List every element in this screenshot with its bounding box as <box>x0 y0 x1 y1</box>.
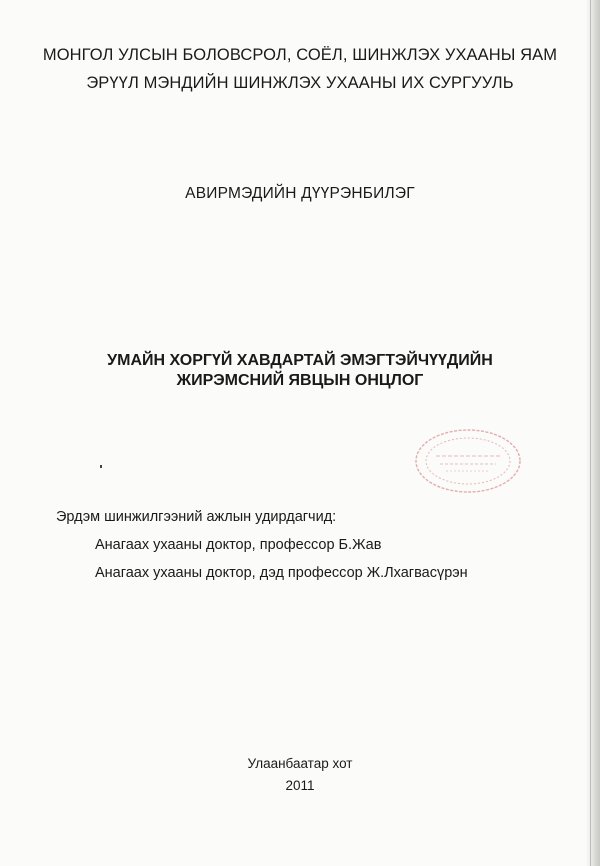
university-name: ЭРҮҮЛ МЭНДИЙН ШИНЖЛЭХ УХААНЫ ИХ СУРГУУЛЬ <box>86 74 514 92</box>
advisor-item: Анагаах ухааны доктор, профессор Б.Жав <box>95 537 382 553</box>
author-name: АВИРМЭДИЙН ДҮҮРЭНБИЛЭГ <box>185 185 415 202</box>
ministry-name: МОНГОЛ УЛСЫН БОЛОВСРОЛ, СОЁЛ, ШИНЖЛЭХ УХААНЫ ЯАМ <box>42 46 558 64</box>
scan-speck <box>100 465 102 468</box>
thesis-title-line-2: ЖИРЭМСНИЙ ЯВЦЫН ОНЦЛОГ <box>176 372 424 389</box>
scan-edge <box>586 0 600 866</box>
thesis-title-line-1: УМАЙН ХОРГҮЙ ХАВДАРТАЙ ЭМЭГТЭЙЧҮҮДИЙН <box>107 352 493 369</box>
publication-year: 2011 <box>285 778 315 793</box>
scan-edge-line <box>590 0 591 866</box>
city-name: Улаанбаатар хот <box>247 756 353 771</box>
library-stamp-icon <box>412 426 524 496</box>
advisors-label: Эрдэм шинжилгээний ажлын удирдагчид: <box>56 509 337 525</box>
advisor-item: Анагаах ухааны доктор, дэд профессор Ж.Лхагвасүрэн <box>95 565 468 581</box>
